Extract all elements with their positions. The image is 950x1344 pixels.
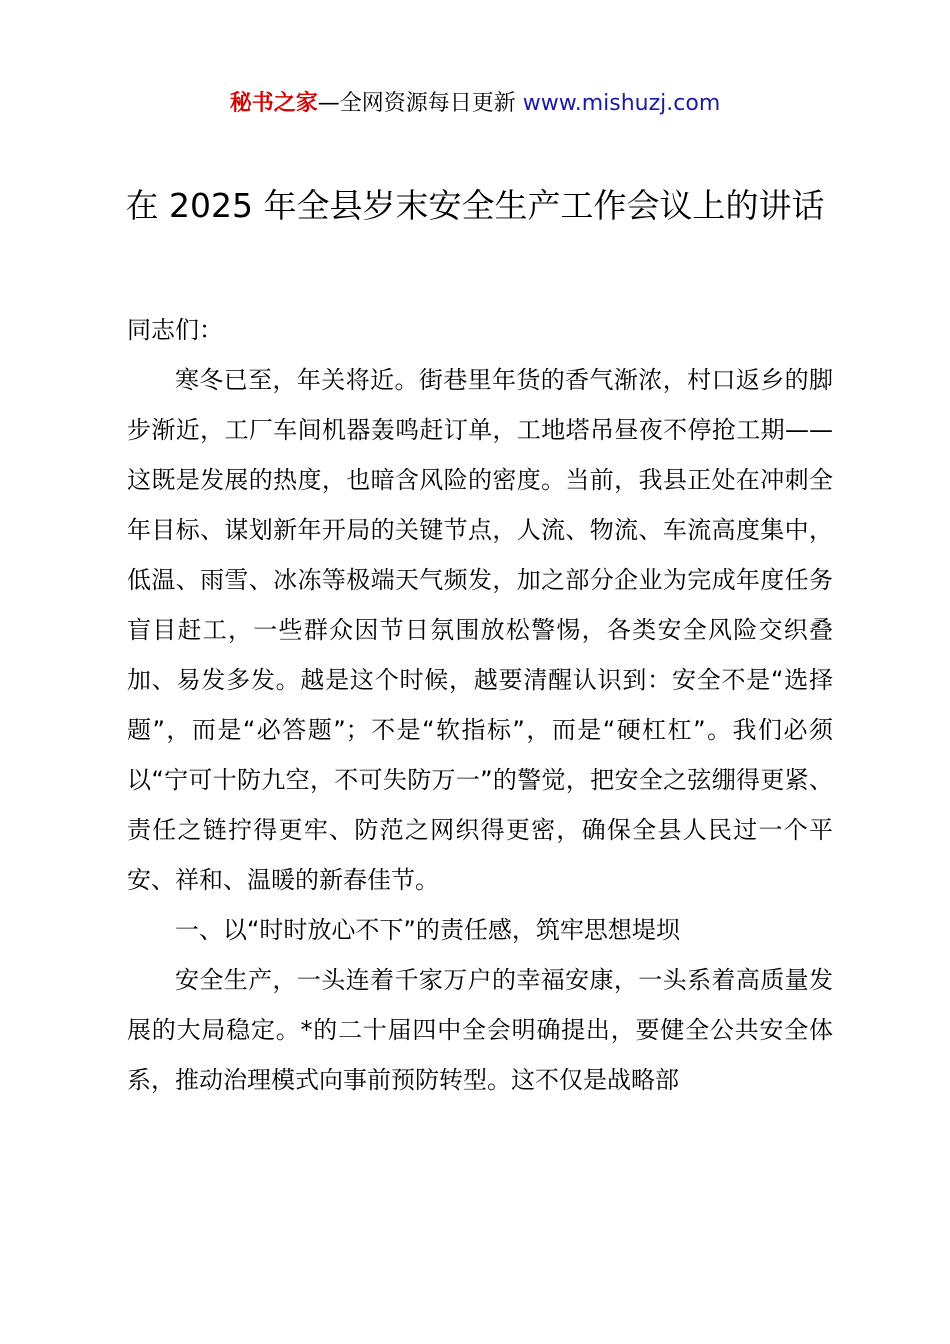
section-heading: 一、以“时时放心不下”的责任感，筑牢思想堤坝 (175, 916, 680, 944)
paragraph: 寒冬已至，年关将近。街巷里年货的香气渐浓，村口返乡的脚步渐近，工厂车间机器轰鸣赶订单，工地塔吊昼夜不停抢工期——这既是发展的热度，也暗含风险的密度。当前，我县正处在冲刺全年目标、谋划新年开局的关键节点，人流、物流、车流高度集中，低温、雨雪、冰冻等极端天气频发，加之部分企业为完成年度任务盲目赶工，一些群众因节日氛围放松警惕，各类安全风险交织叠加、易发多发。越是这个时候，越要清醒认识到：安全不是“选择题”，而是“必答题”；不是“软指标”，而是“硬杠杠”。我们必须以“宁可十防九空，不可失防万一”的警觉，把安全之弦绷得更紧、责任之链拧得更牢、防范之网织得更密，确保全县人民过一个平安、祥和、温暖的新春佳节。 (127, 366, 833, 894)
site-brand: 秘书之家 (229, 91, 318, 116)
section-paragraph: 安全生产，一头连着千家万户的幸福安康，一头系着高质量发展的大局稳定。*的二十届四中全会明确提出，要健全公共安全体系，推动治理模式向事前预防转型。这不仅是战略部 (127, 966, 833, 1094)
document-body (127, 305, 833, 1105)
site-url-link[interactable]: www.mishuzj.com (522, 91, 721, 116)
site-header (0, 86, 950, 122)
document-title: 在 2025 年全县岁末安全生产工作会议上的讲话 (125, 186, 825, 225)
salutation: 同志们： (127, 316, 223, 344)
site-tagline: —全网资源每日更新 (317, 91, 516, 116)
